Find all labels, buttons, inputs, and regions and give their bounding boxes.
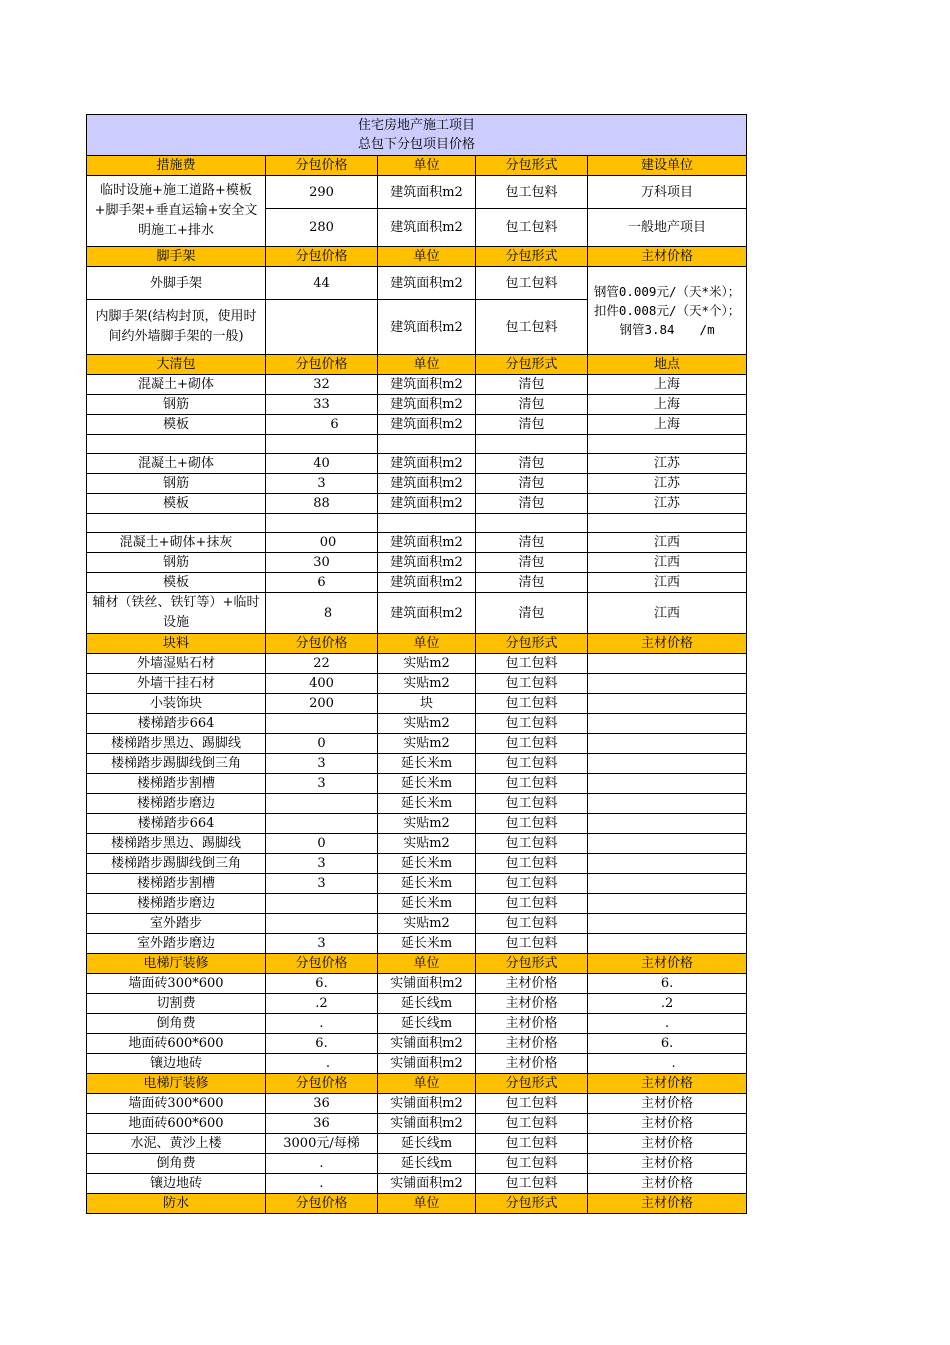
table-cell: 延长米m bbox=[378, 874, 476, 894]
table-cell: 实贴m2 bbox=[378, 674, 476, 694]
table-cell bbox=[588, 674, 747, 694]
header-cell: 分包价格 bbox=[266, 954, 378, 974]
table-cell: 延长线m bbox=[378, 1134, 476, 1154]
table-row bbox=[87, 794, 747, 814]
table-cell: 清包 bbox=[476, 593, 588, 634]
header-cell: 分包价格 bbox=[266, 355, 378, 375]
table-cell: 上海 bbox=[588, 395, 747, 415]
table-cell: 包工包料 bbox=[476, 654, 588, 674]
header-cell: 分包价格 bbox=[266, 156, 378, 176]
table-cell: 主材价格 bbox=[476, 1014, 588, 1034]
table-cell bbox=[266, 914, 378, 934]
table-row bbox=[87, 474, 747, 494]
table-cell: 包工包料 bbox=[476, 1114, 588, 1134]
table-cell bbox=[476, 514, 588, 533]
table-cell: 江西 bbox=[588, 593, 747, 634]
table-cell: 钢筋 bbox=[87, 474, 266, 494]
table-cell: 包工包料 bbox=[476, 894, 588, 914]
table-cell: 6. bbox=[266, 974, 378, 994]
table-row bbox=[87, 854, 747, 874]
table-row bbox=[87, 754, 747, 774]
table-row bbox=[87, 734, 747, 754]
table-cell: 室外踏步 bbox=[87, 914, 266, 934]
table-cell bbox=[588, 774, 747, 794]
table-cell bbox=[588, 874, 747, 894]
table-row bbox=[87, 774, 747, 794]
table-cell bbox=[266, 435, 378, 454]
header-cell: 分包价格 bbox=[266, 1074, 378, 1094]
table-cell: 清包 bbox=[476, 454, 588, 474]
table-cell: 楼梯踏步磨边 bbox=[87, 894, 266, 914]
table-cell: 实铺面积m2 bbox=[378, 1114, 476, 1134]
table-cell: 混凝土+砌体 bbox=[87, 375, 266, 395]
table-cell: 楼梯踏步割槽 bbox=[87, 774, 266, 794]
header-cell: 单位 bbox=[378, 355, 476, 375]
table-cell: 楼梯踏步踢脚线倒三角 bbox=[87, 754, 266, 774]
table-cell: . bbox=[588, 1014, 747, 1034]
table-cell: 墙面砖300*600 bbox=[87, 974, 266, 994]
header-cell: 块料 bbox=[87, 634, 266, 654]
table-cell: 水泥、黄沙上楼 bbox=[87, 1134, 266, 1154]
price-cell bbox=[266, 300, 378, 355]
table-cell bbox=[588, 794, 747, 814]
table-cell: 6 bbox=[266, 415, 378, 435]
table-cell: 6. bbox=[588, 974, 747, 994]
header-cell: 分包价格 bbox=[266, 634, 378, 654]
table-cell: 钢筋 bbox=[87, 395, 266, 415]
table-cell: 包工包料 bbox=[476, 1174, 588, 1194]
header-row-elevator1 bbox=[87, 954, 747, 974]
owner-cell: 一般地产项目 bbox=[588, 209, 747, 247]
table-cell: 包工包料 bbox=[476, 1094, 588, 1114]
table-cell bbox=[588, 694, 747, 714]
table-cell: 延长米m bbox=[378, 854, 476, 874]
table-cell: 江苏 bbox=[588, 474, 747, 494]
header-cell: 大清包 bbox=[87, 355, 266, 375]
table-cell: 建筑面积m2 bbox=[378, 474, 476, 494]
table-cell: 镶边地砖 bbox=[87, 1054, 266, 1074]
header-cell: 主材价格 bbox=[588, 954, 747, 974]
sheet-title-line2: 总包下分包项目价格 bbox=[358, 137, 476, 152]
table-cell: 实贴m2 bbox=[378, 734, 476, 754]
table-cell: 外墙干挂石材 bbox=[87, 674, 266, 694]
item-cell: 外脚手架 bbox=[87, 267, 266, 300]
measures-item-cell: 临时设施+施工道路+模板+脚手架+垂直运输+安全文明施工+排水 bbox=[87, 176, 266, 247]
table-row bbox=[87, 874, 747, 894]
table-cell: 8 bbox=[266, 593, 378, 634]
table-cell: 建筑面积m2 bbox=[378, 454, 476, 474]
table-cell: 清包 bbox=[476, 375, 588, 395]
table-cell bbox=[588, 734, 747, 754]
header-row-waterproof bbox=[87, 1194, 747, 1214]
price-cell: 280 bbox=[266, 209, 378, 247]
table-row bbox=[87, 267, 747, 300]
table-row bbox=[87, 894, 747, 914]
header-cell: 单位 bbox=[378, 156, 476, 176]
table-cell: 主材价格 bbox=[588, 1094, 747, 1114]
table-cell bbox=[588, 654, 747, 674]
header-cell: 单位 bbox=[378, 1074, 476, 1094]
header-cell: 建设单位 bbox=[588, 156, 747, 176]
header-cell: 单位 bbox=[378, 1194, 476, 1214]
table-cell: 辅材（铁丝、铁钉等）+临时设施 bbox=[87, 593, 266, 634]
table-cell: 倒角费 bbox=[87, 1154, 266, 1174]
table-cell: 包工包料 bbox=[476, 914, 588, 934]
table-cell: 延长线m bbox=[378, 1154, 476, 1174]
table-cell: 主材价格 bbox=[588, 1114, 747, 1134]
table-cell: 包工包料 bbox=[476, 774, 588, 794]
table-row bbox=[87, 593, 747, 634]
table-cell bbox=[266, 894, 378, 914]
table-cell: 包工包料 bbox=[476, 714, 588, 734]
table-cell: 3 bbox=[266, 474, 378, 494]
table-cell: 22 bbox=[266, 654, 378, 674]
table-cell: 清包 bbox=[476, 573, 588, 593]
table-cell: 包工包料 bbox=[476, 1134, 588, 1154]
table-cell: 实铺面积m2 bbox=[378, 1034, 476, 1054]
table-cell: 模板 bbox=[87, 494, 266, 514]
table-cell: 包工包料 bbox=[476, 814, 588, 834]
table-cell: 包工包料 bbox=[476, 934, 588, 954]
item-cell: 内脚手架(结构封顶，使用时间约外墙脚手架的一般) bbox=[87, 300, 266, 355]
table-row bbox=[87, 553, 747, 573]
table-cell bbox=[588, 834, 747, 854]
table-cell: 楼梯踏步磨边 bbox=[87, 794, 266, 814]
table-cell: 延长米m bbox=[378, 754, 476, 774]
table-cell: 楼梯踏步黑边、踢脚线 bbox=[87, 734, 266, 754]
table-cell: 6. bbox=[588, 1034, 747, 1054]
table-cell: .2 bbox=[266, 994, 378, 1014]
table-cell: 江苏 bbox=[588, 494, 747, 514]
table-cell: 混凝土+砌体+抹灰 bbox=[87, 533, 266, 553]
table-cell: 混凝土+砌体 bbox=[87, 454, 266, 474]
table-row bbox=[87, 435, 747, 454]
table-cell bbox=[266, 714, 378, 734]
table-cell: 0 bbox=[266, 834, 378, 854]
table-cell: 实铺面积m2 bbox=[378, 1054, 476, 1074]
table-cell: 主材价格 bbox=[476, 1034, 588, 1054]
form-cell: 包工包料 bbox=[476, 267, 588, 300]
header-row-measures bbox=[87, 156, 747, 176]
header-cell: 分包形式 bbox=[476, 156, 588, 176]
table-cell: 包工包料 bbox=[476, 794, 588, 814]
table-cell: 清包 bbox=[476, 395, 588, 415]
table-row bbox=[87, 1054, 747, 1074]
table-cell: 3 bbox=[266, 874, 378, 894]
header-cell: 分包形式 bbox=[476, 355, 588, 375]
table-cell bbox=[266, 794, 378, 814]
table-row bbox=[87, 415, 747, 435]
table-cell bbox=[378, 435, 476, 454]
owner-cell: 万科项目 bbox=[588, 176, 747, 209]
table-row bbox=[87, 1114, 747, 1134]
table-cell: 36 bbox=[266, 1094, 378, 1114]
table-cell: 钢筋 bbox=[87, 553, 266, 573]
header-cell: 单位 bbox=[378, 247, 476, 267]
table-cell: . bbox=[266, 1174, 378, 1194]
header-cell: 脚手架 bbox=[87, 247, 266, 267]
table-cell: 延长米m bbox=[378, 934, 476, 954]
table-row bbox=[87, 994, 747, 1014]
table-cell: 倒角费 bbox=[87, 1014, 266, 1034]
table-cell: 延长米m bbox=[378, 794, 476, 814]
table-cell bbox=[588, 934, 747, 954]
sheet-title-line1: 住宅房地产施工项目 bbox=[358, 118, 476, 133]
table-cell: 建筑面积m2 bbox=[378, 494, 476, 514]
table-cell: 清包 bbox=[476, 474, 588, 494]
table-cell bbox=[588, 894, 747, 914]
table-row bbox=[87, 176, 747, 209]
table-cell: 3 bbox=[266, 754, 378, 774]
form-cell: 包工包料 bbox=[476, 300, 588, 355]
table-row bbox=[87, 1014, 747, 1034]
table-row bbox=[87, 674, 747, 694]
header-cell: 分包价格 bbox=[266, 1194, 378, 1214]
table-cell: 延长线m bbox=[378, 994, 476, 1014]
table-row bbox=[87, 1174, 747, 1194]
table-cell: 楼梯踏步664 bbox=[87, 714, 266, 734]
table-cell: 延长米m bbox=[378, 774, 476, 794]
table-cell: 主材价格 bbox=[588, 1154, 747, 1174]
header-cell: 措施费 bbox=[87, 156, 266, 176]
header-cell: 分包形式 bbox=[476, 1074, 588, 1094]
header-cell: 单位 bbox=[378, 634, 476, 654]
table-cell: 3 bbox=[266, 854, 378, 874]
table-row bbox=[87, 514, 747, 533]
table-cell bbox=[266, 514, 378, 533]
table-row bbox=[87, 533, 747, 553]
table-cell: 包工包料 bbox=[476, 874, 588, 894]
table-row bbox=[87, 573, 747, 593]
table-cell bbox=[378, 514, 476, 533]
table-cell: 实贴m2 bbox=[378, 654, 476, 674]
table-cell: 室外踏步磨边 bbox=[87, 934, 266, 954]
table-cell: . bbox=[588, 1054, 747, 1074]
table-row bbox=[87, 834, 747, 854]
table-cell: 3000元/每梯 bbox=[266, 1134, 378, 1154]
header-cell: 主材价格 bbox=[588, 1194, 747, 1214]
table-cell: 32 bbox=[266, 375, 378, 395]
table-cell: 模板 bbox=[87, 573, 266, 593]
table-cell: 建筑面积m2 bbox=[378, 375, 476, 395]
table-cell: . bbox=[266, 1014, 378, 1034]
header-cell: 主材价格 bbox=[588, 247, 747, 267]
table-row bbox=[87, 454, 747, 474]
unit-cell: 建筑面积m2 bbox=[378, 176, 476, 209]
price-sheet bbox=[86, 114, 746, 1214]
table-cell: 主材价格 bbox=[588, 1134, 747, 1154]
table-cell: . bbox=[266, 1154, 378, 1174]
table-cell: 镶边地砖 bbox=[87, 1174, 266, 1194]
header-row-scaffold bbox=[87, 247, 747, 267]
table-cell: 江西 bbox=[588, 573, 747, 593]
table-row bbox=[87, 395, 747, 415]
table-row bbox=[87, 934, 747, 954]
table-cell: 0 bbox=[266, 734, 378, 754]
table-cell: 包工包料 bbox=[476, 1154, 588, 1174]
table-cell: 包工包料 bbox=[476, 834, 588, 854]
header-cell: 地点 bbox=[588, 355, 747, 375]
table-cell: 包工包料 bbox=[476, 674, 588, 694]
table-cell bbox=[266, 814, 378, 834]
table-cell bbox=[588, 754, 747, 774]
header-cell: 分包形式 bbox=[476, 634, 588, 654]
header-cell: 分包价格 bbox=[266, 247, 378, 267]
table-cell: 建筑面积m2 bbox=[378, 395, 476, 415]
header-row-stone bbox=[87, 634, 747, 654]
table-cell: 88 bbox=[266, 494, 378, 514]
table-cell: 36 bbox=[266, 1114, 378, 1134]
header-cell: 电梯厅装修 bbox=[87, 954, 266, 974]
table-cell: 江西 bbox=[588, 533, 747, 553]
table-cell: 楼梯踏步踢脚线倒三角 bbox=[87, 854, 266, 874]
table-cell: . bbox=[266, 1054, 378, 1074]
table-cell: 清包 bbox=[476, 415, 588, 435]
table-cell: 实铺面积m2 bbox=[378, 1174, 476, 1194]
table-cell: 主材价格 bbox=[476, 1054, 588, 1074]
price-table bbox=[86, 114, 747, 1214]
table-cell: 6 bbox=[266, 573, 378, 593]
table-cell: 墙面砖300*600 bbox=[87, 1094, 266, 1114]
unit-cell: 建筑面积m2 bbox=[378, 300, 476, 355]
table-cell: 延长米m bbox=[378, 894, 476, 914]
table-cell bbox=[588, 435, 747, 454]
table-cell: 上海 bbox=[588, 375, 747, 395]
price-cell: 44 bbox=[266, 267, 378, 300]
table-cell: 主材价格 bbox=[588, 1174, 747, 1194]
table-row bbox=[87, 814, 747, 834]
table-row bbox=[87, 694, 747, 714]
header-row-elevator2 bbox=[87, 1074, 747, 1094]
table-cell: 建筑面积m2 bbox=[378, 553, 476, 573]
table-cell: 建筑面积m2 bbox=[378, 533, 476, 553]
table-cell bbox=[87, 435, 266, 454]
table-row bbox=[87, 1034, 747, 1054]
table-cell: 地面砖600*600 bbox=[87, 1114, 266, 1134]
table-cell: 地面砖600*600 bbox=[87, 1034, 266, 1054]
table-cell: 实铺面积m2 bbox=[378, 974, 476, 994]
table-cell: 主材价格 bbox=[476, 994, 588, 1014]
price-cell: 290 bbox=[266, 176, 378, 209]
table-cell: 包工包料 bbox=[476, 854, 588, 874]
header-row-labor bbox=[87, 355, 747, 375]
header-cell: 防水 bbox=[87, 1194, 266, 1214]
material-price-cell: 钢管0.009元/（天*米）；扣件0.008元/（天*个）；钢管3.84 /m bbox=[588, 267, 747, 355]
table-row bbox=[87, 974, 747, 994]
table-cell: 楼梯踏步割槽 bbox=[87, 874, 266, 894]
table-cell: 块 bbox=[378, 694, 476, 714]
table-cell bbox=[588, 714, 747, 734]
table-cell bbox=[588, 814, 747, 834]
title-row bbox=[87, 115, 747, 156]
table-cell bbox=[87, 514, 266, 533]
table-cell: 清包 bbox=[476, 494, 588, 514]
table-cell: 延长线m bbox=[378, 1014, 476, 1034]
table-cell: 清包 bbox=[476, 533, 588, 553]
table-cell: 清包 bbox=[476, 553, 588, 573]
table-cell: 3 bbox=[266, 774, 378, 794]
unit-cell: 建筑面积m2 bbox=[378, 209, 476, 247]
table-row bbox=[87, 375, 747, 395]
table-cell: 主材价格 bbox=[476, 974, 588, 994]
table-cell: 3 bbox=[266, 934, 378, 954]
table-cell: 40 bbox=[266, 454, 378, 474]
table-row bbox=[87, 1134, 747, 1154]
header-cell: 分包形式 bbox=[476, 1194, 588, 1214]
form-cell: 包工包料 bbox=[476, 209, 588, 247]
table-row bbox=[87, 494, 747, 514]
table-cell: 400 bbox=[266, 674, 378, 694]
table-cell: 30 bbox=[266, 553, 378, 573]
table-cell: 33 bbox=[266, 395, 378, 415]
table-row bbox=[87, 714, 747, 734]
table-cell: 模板 bbox=[87, 415, 266, 435]
table-cell: 实贴m2 bbox=[378, 814, 476, 834]
table-cell: 00 bbox=[266, 533, 378, 553]
table-cell: .2 bbox=[588, 994, 747, 1014]
table-cell: 切割费 bbox=[87, 994, 266, 1014]
table-cell: 200 bbox=[266, 694, 378, 714]
table-cell: 楼梯踏步黑边、踢脚线 bbox=[87, 834, 266, 854]
header-cell: 主材价格 bbox=[588, 634, 747, 654]
table-cell bbox=[588, 514, 747, 533]
form-cell: 包工包料 bbox=[476, 176, 588, 209]
header-cell: 主材价格 bbox=[588, 1074, 747, 1094]
header-cell: 单位 bbox=[378, 954, 476, 974]
table-cell: 建筑面积m2 bbox=[378, 593, 476, 634]
table-cell: 楼梯踏步664 bbox=[87, 814, 266, 834]
table-row bbox=[87, 1154, 747, 1174]
unit-cell: 建筑面积m2 bbox=[378, 267, 476, 300]
table-row bbox=[87, 654, 747, 674]
table-cell: 江西 bbox=[588, 553, 747, 573]
header-cell: 电梯厅装修 bbox=[87, 1074, 266, 1094]
table-row bbox=[87, 914, 747, 934]
table-cell: 6. bbox=[266, 1034, 378, 1054]
table-cell: 建筑面积m2 bbox=[378, 573, 476, 593]
table-row bbox=[87, 1094, 747, 1114]
table-cell bbox=[588, 854, 747, 874]
table-cell: 小装饰块 bbox=[87, 694, 266, 714]
table-cell: 外墙湿贴石材 bbox=[87, 654, 266, 674]
table-cell: 包工包料 bbox=[476, 754, 588, 774]
table-cell: 实贴m2 bbox=[378, 834, 476, 854]
table-cell: 建筑面积m2 bbox=[378, 415, 476, 435]
table-cell: 实铺面积m2 bbox=[378, 1094, 476, 1114]
table-cell: 实贴m2 bbox=[378, 914, 476, 934]
table-cell bbox=[588, 914, 747, 934]
table-cell bbox=[476, 435, 588, 454]
table-cell: 包工包料 bbox=[476, 694, 588, 714]
header-cell: 分包形式 bbox=[476, 247, 588, 267]
table-cell: 上海 bbox=[588, 415, 747, 435]
header-cell: 分包形式 bbox=[476, 954, 588, 974]
table-cell: 实贴m2 bbox=[378, 714, 476, 734]
table-cell: 江苏 bbox=[588, 454, 747, 474]
table-cell: 包工包料 bbox=[476, 734, 588, 754]
